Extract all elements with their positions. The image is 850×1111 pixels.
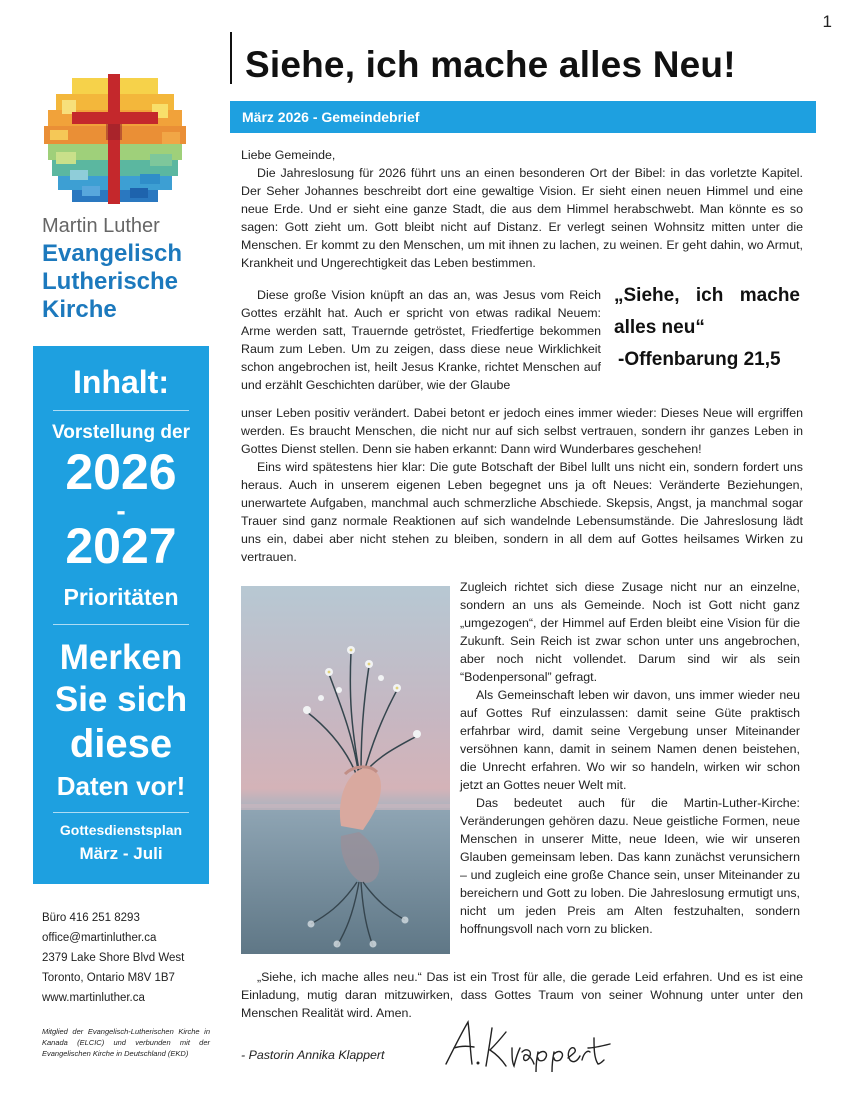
contents-item2-line4: Daten vor! (56, 771, 186, 801)
hand-holding-flowers-image (241, 586, 450, 954)
signature-name: - Pastorin Annika Klappert (241, 1048, 385, 1062)
contact-website[interactable]: www.martinluther.ca (42, 992, 145, 1004)
signature-icon (440, 1018, 616, 1072)
org-name-line2: Lutherische (42, 268, 179, 295)
title-rule (230, 32, 232, 84)
letter-paragraph-2-end: unser Leben positiv verändert. Dabei betont er jedoch eines immer wieder: Dieses Neue will ergriffen werden. Es braucht Menschen, die nicht nur auf sich selbst vertrauen, sondern ihr ganzes Leben in Gottes Dienst stellen. Denn sie haben erkannt: Dann wird Wunderbares geschehen! (241, 406, 803, 456)
flower-photo (241, 586, 450, 954)
letter-paragraph-5: Als Gemeinschaft leben wir davon, uns immer wieder neu auf Gottes Ruf einzulassen: damit seine Güte praktisch erfahrbar wird, damit seine Vergebung unser Miteinander versöhnen kann, damit in seinem Namen denen beistehen, die Unrecht erfahren. Wo wir so handeln, wirken wir schon jetzt an Gottes neuer Welt mit. (460, 688, 800, 792)
contents-item1-dash: - (116, 495, 126, 526)
letter-top-section (241, 146, 803, 272)
letter-middle-section (241, 404, 803, 566)
sunburst-cross-logo-icon (42, 70, 188, 210)
letter-salutation: Liebe Gemeinde, (241, 148, 336, 162)
page-number: 1 (822, 12, 832, 31)
letter-bottom-section (241, 968, 803, 1022)
letter-paragraph-1: Die Jahreslosung für 2026 führt uns an einen besonderen Ort der Bibel: in das vorletzte Kapitel. Der Seher Johannes beschreibt dort eine gewaltige Vision. Er sieht einen neuen Himmel und eine neue Erde. Und er sieht eine ganze Stadt, die aus dem Himmel herabschwebt. Man könnte es so sagen: Gott zieht um. Gott bleibt nicht auf Distanz. Er verlegt seinen Wohnsitz mitten unter die Menschen. Er kommt zu den Menschen, um mit ihnen zu lachen, zu weinen. Er geht dahin, wo Armut, Krankheit und Ungerechtigkeit das Leben bestimmen. (241, 166, 803, 270)
pull-quote-reference: -Offenbarung 21,5 (618, 349, 781, 370)
contents-item1-year1: 2026 (65, 444, 177, 500)
contents-item2-line1: Merken (59, 638, 183, 677)
contents-item1-line1: Vorstellung der (52, 422, 190, 443)
contact-block (42, 908, 184, 1008)
letter-paragraph-2-wrap (241, 286, 601, 394)
contents-heading: Inhalt: (73, 364, 169, 400)
pull-quote-text: „Siehe, ich mache alles neu“ (614, 285, 800, 338)
page-title: Siehe, ich mache alles Neu! (245, 44, 736, 85)
church-logo (42, 70, 188, 210)
handwritten-signature (440, 1018, 616, 1072)
sidebar-divider (53, 410, 189, 411)
letter-paragraph-3: Eins wird spätestens hier klar: Die gute Botschaft der Bibel lullt uns nicht ein, sondern fordert uns heraus. Auch in unserem eigenen Leben begegnet uns ja oft Neues: Veränderte Beziehungen, unerwartete Aufgaben, manchmal auch schmerzliche Abschiede. Skepsis, Angst, ja manchmal sogar Trauer sind ganz normale Reaktionen auf sich wandelnde Lebensumstände. Die Jahreslosung lädt uns ein, dabei aber nicht stehen zu bleiben, sondern in all dem auf Gottes heilsames Wirken zu vertrauen. (241, 460, 803, 564)
date-bar-text: März 2026 - Gemeindebrief (242, 109, 420, 125)
sidebar-divider (53, 624, 189, 625)
letter-paragraph-7: „Siehe, ich mache alles neu.“ Das ist ein Trost für alle, die gerade Leid erfahren. Und es ist eine Einladung, mutig daran mitzuwirken, dass Gottes Traum von seiner Wohnung unter unter den Menschen Realität wird. Amen. (241, 970, 803, 1020)
membership-note: Mitglied der Evangelisch-Lutherischen Kirche in Kanada (ELCIC) und verbunden mit der Evangelischen Kirche in Deutschland (EKD) (42, 1027, 210, 1058)
contents-sidebar (33, 346, 209, 884)
contents-item1-line2: Prioritäten (63, 584, 179, 610)
letter-paragraph-2-start: Diese große Vision knüpft an das an, was Jesus vom Reich Gottes erzählt hat. Auch er spricht von etwas radikal Neuem: Arme werden satt, Trauernde getröstet, Friedfertige bekommen Raum zum Leben. Um zu zeigen, dass diese neue Wirklichkeit schon angebrochen ist, heilt Jesus Kranke, richtet Menschen auf und erzählt Geschichten darüber, wie der Glaube (241, 288, 601, 392)
contact-city: Toronto, Ontario M8V 1B7 (42, 972, 175, 984)
contact-email[interactable]: office@martinluther.ca (42, 932, 157, 944)
org-name-small: Martin Luther (42, 215, 160, 237)
contents-item2-line3: diese (69, 722, 173, 766)
date-bar (230, 101, 816, 133)
contents-item3-line1: Gottesdienstsplan (59, 822, 183, 838)
letter-paragraph-4: Zugleich richtet sich diese Zusage nicht nur an einzelne, sondern an uns als Gemeinde. Noch ist Gott nicht ganz „umgezogen“, der Himmel auf Erden bleibt eine Vision für die Zukunft. Sein Reich ist zwar schon unter uns angebrochen, aber noch nicht vollendet. Darum sind wir als sein “Bodenpersonal” gefragt. (460, 580, 800, 684)
org-name-line1: Evangelisch (42, 240, 183, 267)
contents-item1-year2: 2027 (65, 518, 177, 574)
pull-quote (614, 280, 800, 376)
org-name-line3: Kirche (42, 296, 117, 323)
contact-street: 2379 Lake Shore Blvd West (42, 952, 185, 964)
letter-right-column (460, 578, 800, 938)
contact-phone: Büro 416 251 8293 (42, 912, 140, 924)
letter-paragraph-6: Das bedeutet auch für die Martin-Luther-Kirche: Veränderungen gehören dazu. Neue geistliche Formen, neue Menschen in unserer Mitte, neue Ideen, wie wir unseren Glauben gemeinsam leben. Das kann zunächst verunsichern – und zugleich eine große Chance sein, unser Miteinander zu bereichern und Gott zu loben. Die Jahreslosung ermutigt uns, nicht um jeden Preis am Alten festzuhalten, sondern hoffnungsvoll nach vorn zu blicken. (460, 796, 800, 936)
contents-item2-line2: Sie sich (54, 680, 188, 719)
sidebar-divider (53, 812, 189, 813)
contents-item3-line2: März - Juli (79, 844, 163, 863)
